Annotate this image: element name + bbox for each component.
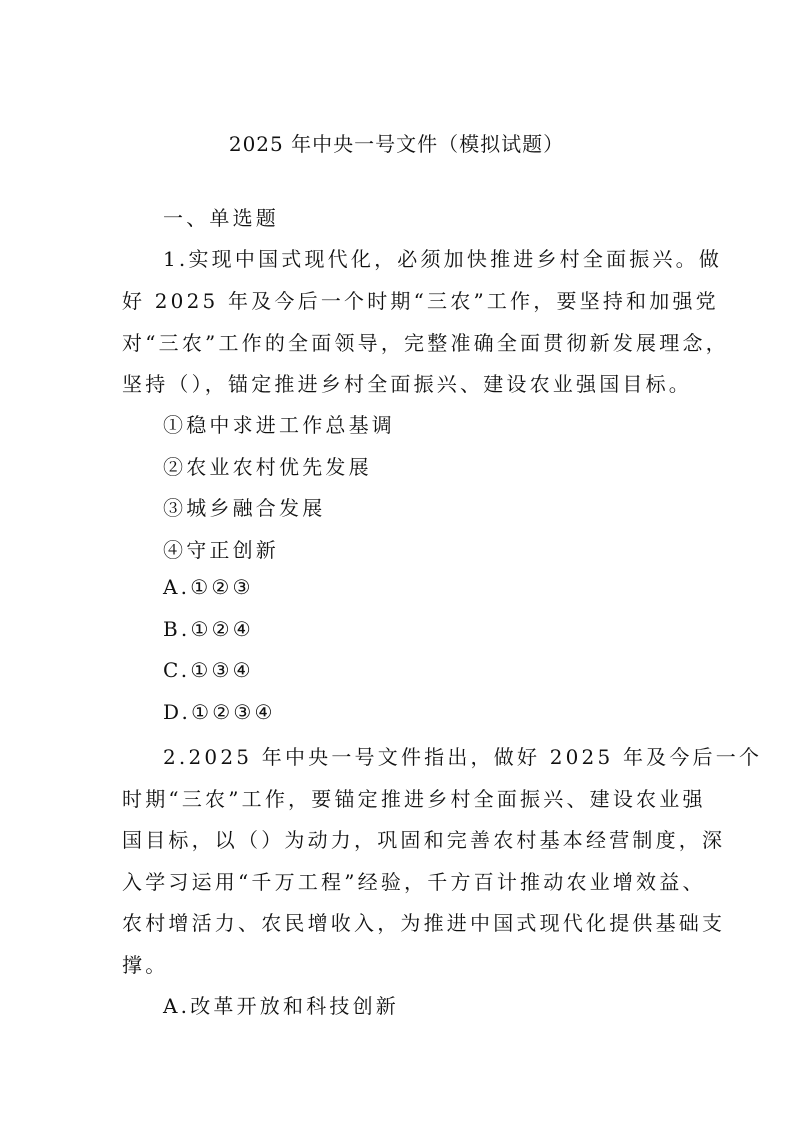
q1-line: 对“三农”工作的全面领导，完整准确全面贯彻新发展理念， [122,331,729,355]
q1-line: 好 2025 年及今后一个时期“三农”工作，要坚持和加强党 [122,289,719,313]
q1-option-c: C.①③④ [163,658,254,682]
q2-line: 农村增活力、农民增收入，为推进中国式现代化提供基础支 [122,911,726,935]
document-title: 2025 年中央一号文件（模拟试题） [228,132,565,156]
section-heading: 一、单选题 [163,206,279,230]
q2-line: 国目标，以（）为动力，巩固和完善农村基本经营制度，深 [122,828,726,852]
q1-option-d: D.①②③④ [163,700,276,724]
q1-item: ①稳中求进工作总基调 [163,413,395,437]
q1-line: 坚持（），锚定推进乡村全面振兴、建设农业强国目标。 [122,372,692,396]
q1-line: 1.实现中国式现代化，必须加快推进乡村全面振兴。做 [163,247,723,271]
q2-line: 入学习运用“千万工程”经验，千方百计推动农业增效益、 [122,870,706,894]
q2-line: 撑。 [122,953,169,977]
q1-item: ④守正创新 [163,538,279,562]
q1-option-b: B.①②④ [163,617,254,641]
q1-option-a: A.①②③ [163,575,254,599]
q2-line: 时期“三农”工作，要锚定推进乡村全面振兴、建设农业强 [122,787,706,811]
q1-item: ③城乡融合发展 [163,496,326,520]
q2-line: 2.2025 年中央一号文件指出，做好 2025 年及今后一个 [163,745,763,769]
q1-item: ②农业农村优先发展 [163,455,372,479]
q2-option-a: A.改革开放和科技创新 [163,994,400,1018]
